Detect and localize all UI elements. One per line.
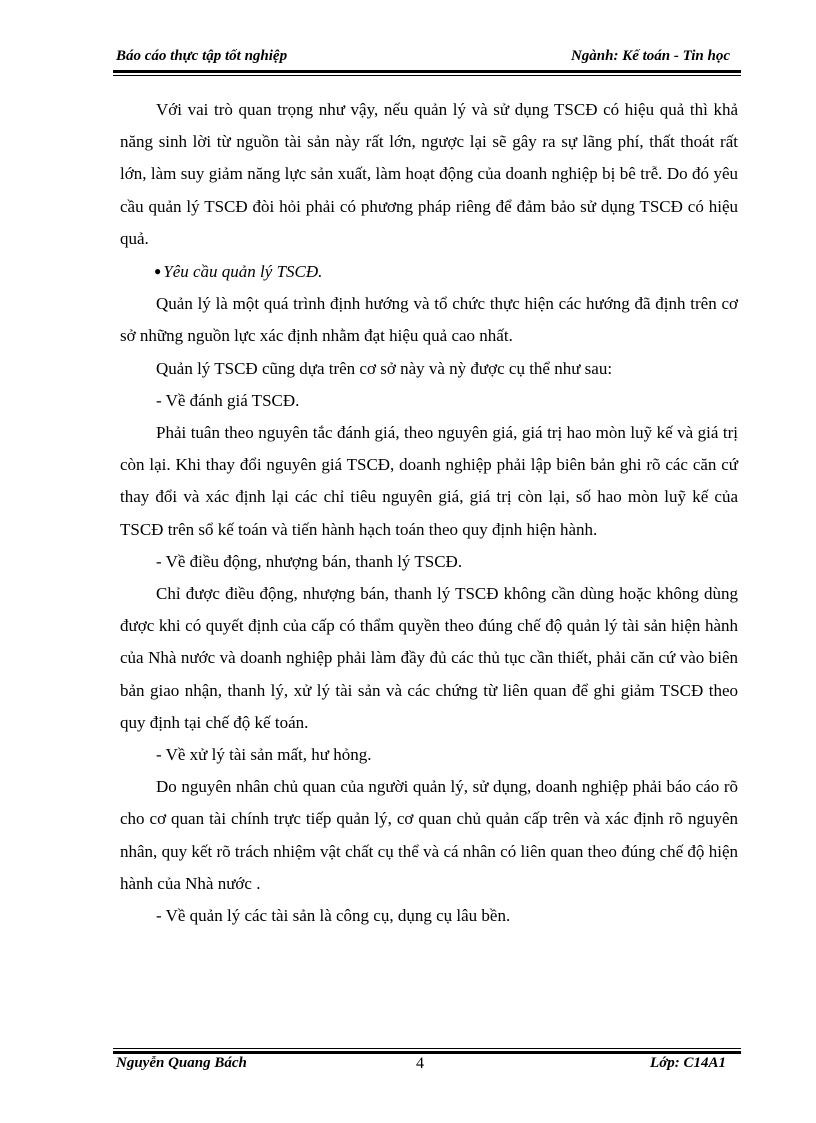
footer-rule-thin — [113, 1048, 741, 1049]
bullet-item-heading — [120, 255, 738, 288]
footer-class: Lớp: C14A1 — [650, 1055, 726, 1071]
subheading-tools: - Về quản lý các tài sản là công cụ, dụng cụ lâu bền. — [156, 906, 511, 926]
paragraph-1: Với vai trò quan trọng như vậy, nếu quản lý và sử dụng TSCĐ có hiệu quả thì khả năng sinh lời từ nguồn tài sản này rất lớn, ngược lại sẽ gây ra sự lãng phí, thất thoát rất lớn, làm suy giảm năng lực sản xuất, làm hoạt động của doanh nghiệp bị bê trễ. Do đó yêu cầu quản lý TSCĐ đòi hỏi phải có phương pháp riêng để đảm bảo sử dụng TSCĐ có hiệu quả. — [120, 100, 738, 248]
page-header — [116, 48, 740, 70]
header-major: Ngành: Kế toán - Tin học — [570, 48, 730, 64]
paragraph-5: Chỉ được điều động, nhượng bán, thanh lý TSCĐ không cần dùng hoặc không dùng được khi có quyết định của cấp có thẩm quyền theo đúng chế độ quản lý tài sản hiện hành của Nhà nước và doanh nghiệp phải làm đầy đủ các thủ tục cần thiết, phải căn cứ vào biên bản giao nhận, thanh lý, xử lý tài sản và các chứng từ liên quan để ghi giảm TSCĐ theo quy định tại chế độ kế toán. — [120, 584, 738, 732]
page-number: 4 — [416, 1055, 424, 1072]
bullet-icon: ● — [154, 264, 162, 279]
subheading-transfer: - Về điều động, nhượng bán, thanh lý TSCĐ. — [156, 551, 463, 571]
item-heading-text: Yêu cầu quản lý TSCĐ. — [163, 262, 323, 282]
page-body — [120, 94, 738, 932]
header-rule-thin — [113, 75, 741, 76]
page-footer — [116, 1055, 740, 1077]
paragraph-2: Quản lý là một quá trình định hướng và tổ chức thực hiện các hướng đã định trên cơ sở những nguồn lực xác định nhằm đạt hiệu quả cao nhất. — [120, 294, 738, 346]
header-rule-thick — [113, 70, 741, 73]
paragraph-4: Phải tuân theo nguyên tắc đánh giá, theo nguyên giá, giá trị hao mòn luỹ kế và giá trị còn lại. Khi thay đổi nguyên giá TSCĐ, doanh nghiệp phải lập biên bản ghi rõ các căn cứ thay đổi và xác định lại các chỉ tiêu nguyên giá, giá trị còn lại, số hao mòn luỹ kế của TSCĐ trên sổ kế toán và tiến hành hạch toán theo quy định hiện hành. — [120, 423, 738, 539]
subheading-loss-damage: - Về xử lý tài sản mất, hư hỏng. — [156, 745, 372, 765]
paragraph-3: Quản lý TSCĐ cũng dựa trên cơ sở này và nỳ được cụ thể như sau: — [156, 358, 613, 378]
header-report-title: Báo cáo thực tập tốt nghiệp — [116, 48, 288, 64]
footer-rule-thick — [113, 1051, 741, 1054]
footer-author: Nguyễn Quang Bách — [116, 1055, 247, 1071]
subheading-valuation: - Về đánh giá TSCĐ. — [156, 390, 300, 410]
paragraph-6: Do nguyên nhân chủ quan của người quản lý, sử dụng, doanh nghiệp phải báo cáo rõ cho cơ quan tài chính trực tiếp quản lý, cơ quan chủ quản cấp trên và xác định rõ nguyên nhân, quy kết rõ trách nhiệm vật chất cụ thể và cá nhân có liên quan theo đúng chế độ hiện hành của Nhà nước . — [120, 777, 738, 893]
